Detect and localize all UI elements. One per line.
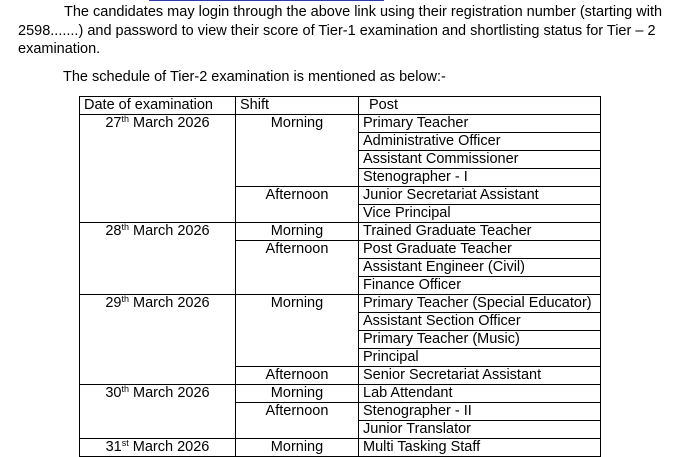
date-cell: 30th March 2026 bbox=[80, 385, 236, 403]
table-row bbox=[80, 205, 601, 223]
table-row bbox=[80, 133, 601, 151]
table-row bbox=[80, 313, 601, 331]
post-cell: Post Graduate Teacher bbox=[359, 241, 601, 259]
post-cell: Stenographer - I bbox=[359, 169, 601, 187]
tier2-schedule-table bbox=[79, 96, 601, 457]
table-row bbox=[80, 439, 601, 457]
table-row bbox=[80, 403, 601, 421]
table-row bbox=[80, 421, 601, 439]
table-row bbox=[80, 349, 601, 367]
shift-cell: Morning bbox=[236, 295, 359, 313]
table-row bbox=[80, 241, 601, 259]
table-row bbox=[80, 295, 601, 313]
table-row bbox=[80, 169, 601, 187]
table-row bbox=[80, 115, 601, 133]
date-cell: 27th March 2026 bbox=[80, 115, 236, 133]
header-post: Post bbox=[359, 97, 601, 115]
header-date: Date of examination bbox=[80, 97, 236, 115]
post-cell: Junior Translator bbox=[359, 421, 601, 439]
post-cell: Primary Teacher (Music) bbox=[359, 331, 601, 349]
shift-cell: Morning bbox=[236, 223, 359, 241]
table-row bbox=[80, 367, 601, 385]
post-cell: Multi Tasking Staff bbox=[359, 439, 601, 457]
post-cell: Vice Principal bbox=[359, 205, 601, 223]
post-cell: Principal bbox=[359, 349, 601, 367]
table-row bbox=[80, 187, 601, 205]
post-cell: Junior Secretariat Assistant bbox=[359, 187, 601, 205]
shift-cell: Afternoon bbox=[236, 367, 359, 385]
table-row bbox=[80, 277, 601, 295]
intro-paragraph: The candidates may login through the above link using their registration number (starting with 2598.......) and password to view their score of Tier-1 examination and shortlisting status for Tier – 2 examination. bbox=[18, 4, 663, 57]
date-cell: 28th March 2026 bbox=[80, 223, 236, 241]
table-row bbox=[80, 259, 601, 277]
date-cell: 31st March 2026 bbox=[80, 439, 236, 457]
post-cell: Assistant Commissioner bbox=[359, 151, 601, 169]
link-underline bbox=[149, 0, 384, 1]
post-cell: Senior Secretariat Assistant bbox=[359, 367, 601, 385]
schedule-intro: The schedule of Tier-2 examination is mentioned as below:- bbox=[63, 69, 446, 85]
post-cell: Assistant Section Officer bbox=[359, 313, 601, 331]
post-cell: Trained Graduate Teacher bbox=[359, 223, 601, 241]
post-cell: Lab Attendant bbox=[359, 385, 601, 403]
post-cell: Stenographer - II bbox=[359, 403, 601, 421]
table-row bbox=[80, 385, 601, 403]
table-header-row bbox=[80, 97, 601, 115]
shift-cell: Morning bbox=[236, 385, 359, 403]
shift-cell: Afternoon bbox=[236, 403, 359, 421]
post-cell: Primary Teacher (Special Educator) bbox=[359, 295, 601, 313]
table-row bbox=[80, 223, 601, 241]
table-row bbox=[80, 151, 601, 169]
post-cell: Finance Officer bbox=[359, 277, 601, 295]
shift-cell: Morning bbox=[236, 439, 359, 457]
shift-cell: Afternoon bbox=[236, 241, 359, 259]
date-cell: 29th March 2026 bbox=[80, 295, 236, 313]
post-cell: Assistant Engineer (Civil) bbox=[359, 259, 601, 277]
table-row bbox=[80, 331, 601, 349]
post-cell: Administrative Officer bbox=[359, 133, 601, 151]
post-cell: Primary Teacher bbox=[359, 115, 601, 133]
shift-cell: Afternoon bbox=[236, 187, 359, 205]
shift-cell: Morning bbox=[236, 115, 359, 133]
header-shift: Shift bbox=[236, 97, 359, 115]
